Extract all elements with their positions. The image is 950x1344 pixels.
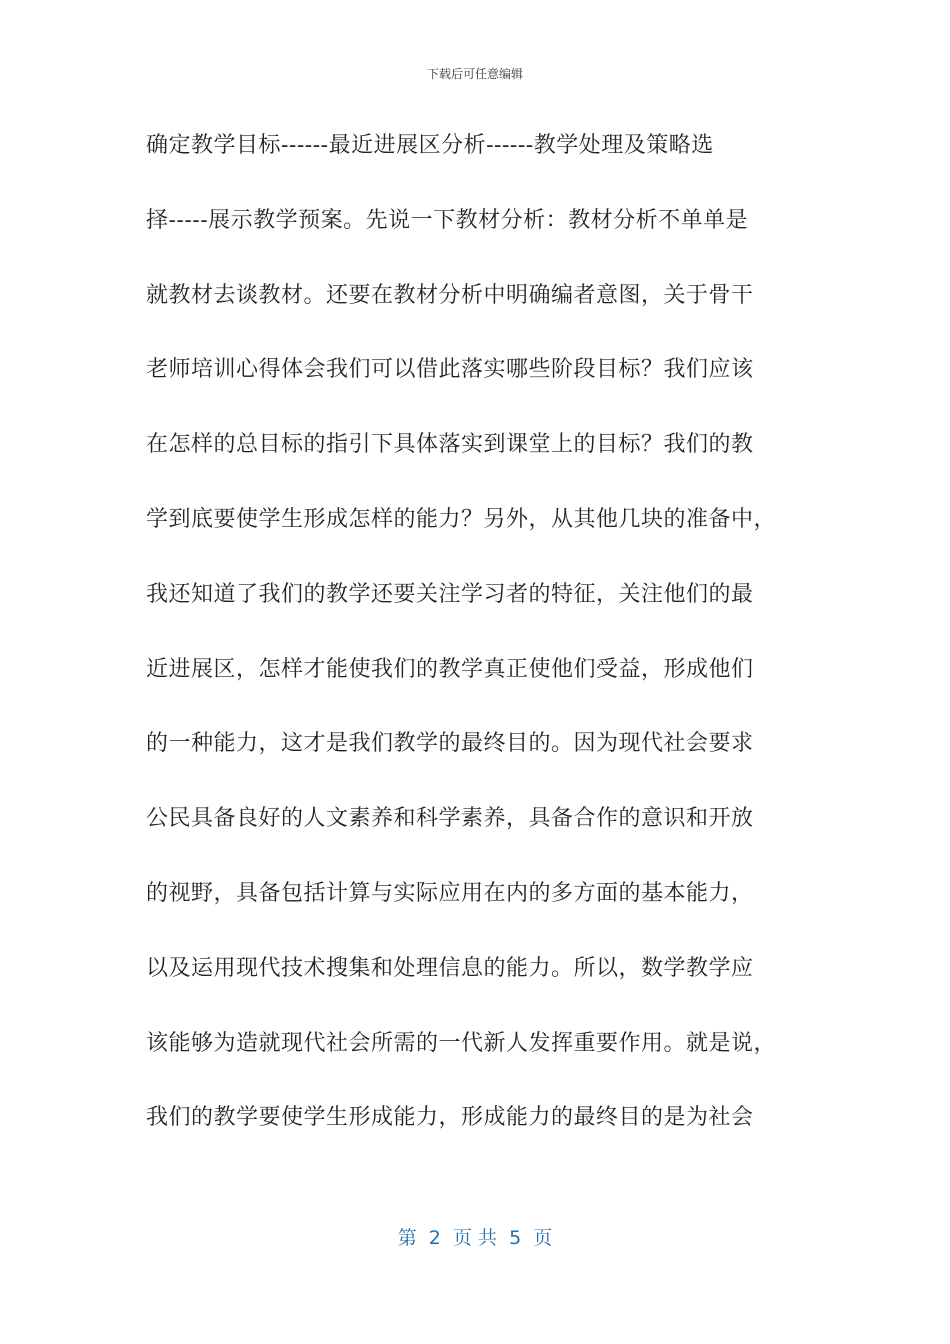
text-line: 我还知道了我们的教学还要关注学习者的特征，关注他们的最	[146, 581, 754, 607]
text-line: 在怎样的总目标的指引下具体落实到课堂上的目标？我们的教	[146, 432, 754, 458]
document-body	[146, 124, 826, 1171]
text-line: 我们的教学要使学生形成能力，形成能力的最终目的是为社会	[146, 1105, 754, 1131]
text-line: 的视野，具备包括计算与实际应用在内的多方面的基本能力，	[146, 880, 754, 906]
text-line: 老师培训心得体会我们可以借此落实哪些阶段目标？我们应该	[146, 357, 754, 383]
text-line: 的一种能力，这才是我们教学的最终目的。因为现代社会要求	[146, 731, 754, 757]
text-line: 公民具备良好的人文素养和科学素养，具备合作的意识和开放	[146, 806, 754, 832]
text-line: 确定教学目标------最近进展区分析------教学处理及策略选	[146, 133, 714, 158]
text-line: 该能够为造就现代社会所需的一代新人发挥重要作用。就是说，	[146, 1030, 777, 1056]
text-line: 近进展区，怎样才能使我们的教学真正使他们受益，形成他们	[146, 656, 754, 682]
page-header-note: 下载后可任意编辑	[426, 67, 523, 81]
text-line: 择-----展示教学预案。先说一下教材分析：教材分析不单单是	[146, 207, 749, 233]
text-line: 学到底要使学生形成怎样的能力？另外，从其他几块的准备中，	[146, 506, 777, 532]
page-number-footer: 第 2 页 共 5 页	[397, 1227, 553, 1249]
text-line: 以及运用现代技术搜集和处理信息的能力。所以，数学教学应	[146, 955, 754, 981]
text-line: 就教材去谈教材。还要在教材分析中明确编者意图，关于骨干	[146, 282, 754, 308]
